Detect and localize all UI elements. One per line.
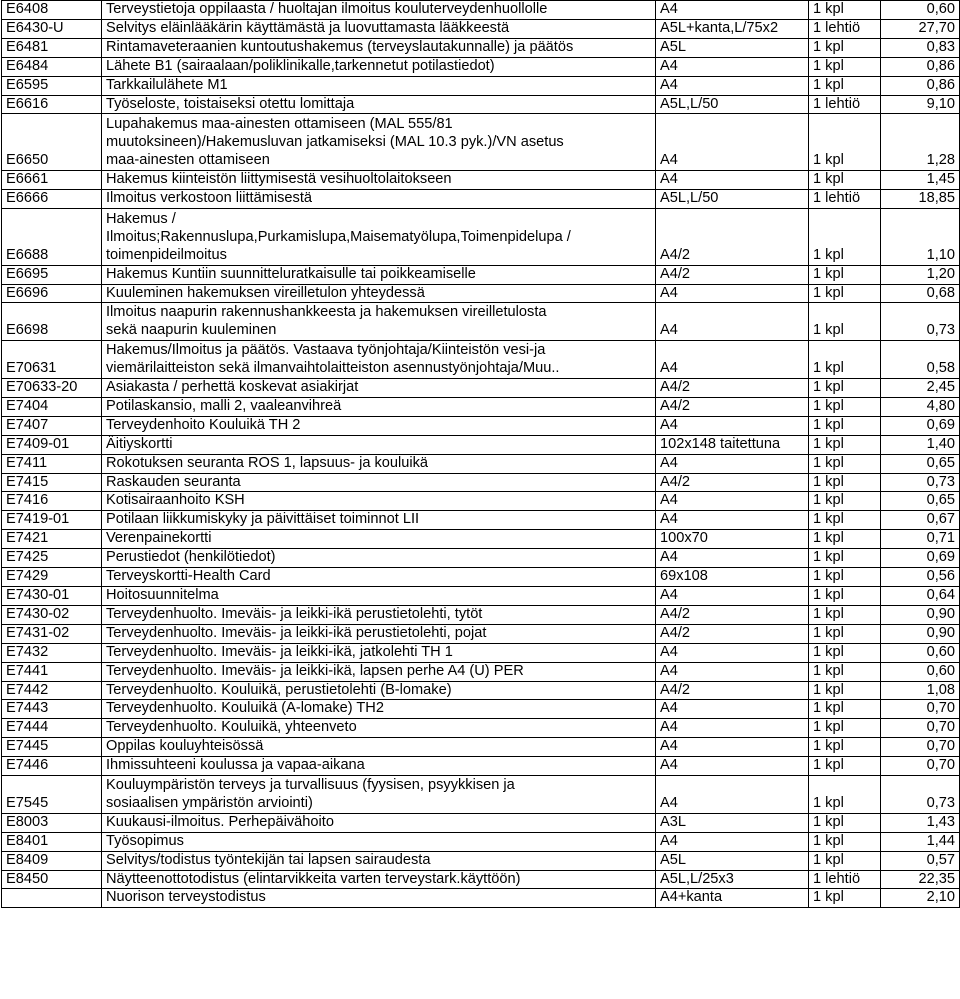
price-cell: 0,86 <box>881 76 960 95</box>
format-cell: A4 <box>656 171 809 190</box>
description-line: Lähete B1 (sairaalaan/poliklinikalle,tarkennetut potilastiedot) <box>106 57 495 74</box>
table-row <box>2 303 960 341</box>
description-cell <box>102 776 656 814</box>
unit-cell: 1 kpl <box>809 454 881 473</box>
format-cell: A5L,L/50 <box>656 190 809 209</box>
format-cell: A4 <box>656 492 809 511</box>
unit-cell: 1 kpl <box>809 643 881 662</box>
table-row <box>2 605 960 624</box>
table-row <box>2 757 960 776</box>
description-cell <box>102 643 656 662</box>
price-cell: 0,60 <box>881 1 960 20</box>
format-cell: A4 <box>656 511 809 530</box>
price-cell: 0,73 <box>881 303 960 341</box>
description-cell <box>102 700 656 719</box>
unit-cell: 1 lehtiö <box>809 95 881 114</box>
description-cell <box>102 1 656 20</box>
format-cell: A4 <box>656 57 809 76</box>
format-cell: A4/2 <box>656 379 809 398</box>
description-cell <box>102 379 656 398</box>
price-cell: 27,70 <box>881 19 960 38</box>
price-cell: 2,45 <box>881 379 960 398</box>
description-cell <box>102 284 656 303</box>
description-line: Terveyskortti-Health Card <box>106 568 271 585</box>
description-line: Kotisairaanhoito KSH <box>106 492 245 509</box>
price-cell: 0,83 <box>881 38 960 57</box>
description-cell <box>102 681 656 700</box>
product-code-cell: E6408 <box>2 1 102 20</box>
format-cell: A4 <box>656 757 809 776</box>
price-list-table <box>1 0 960 908</box>
unit-cell: 1 kpl <box>809 397 881 416</box>
description-line: Työsopimus <box>106 832 184 849</box>
description-cell <box>102 265 656 284</box>
product-code-cell: E7409-01 <box>2 435 102 454</box>
description-line: Selvitys/todistus työntekijän tai lapsen sairaudesta <box>106 851 431 868</box>
description-cell <box>102 851 656 870</box>
price-cell: 4,80 <box>881 397 960 416</box>
price-cell: 1,20 <box>881 265 960 284</box>
table-row <box>2 114 960 171</box>
price-cell: 0,86 <box>881 57 960 76</box>
product-code-cell: E7431-02 <box>2 624 102 643</box>
unit-cell: 1 kpl <box>809 681 881 700</box>
description-cell <box>102 530 656 549</box>
unit-cell: 1 kpl <box>809 719 881 738</box>
format-cell: A5L <box>656 851 809 870</box>
unit-cell: 1 kpl <box>809 114 881 171</box>
table-row <box>2 738 960 757</box>
table-row <box>2 719 960 738</box>
description-line: Hakemus Kuntiin suunnitteluratkaisulle tai poikkeamiselle <box>106 265 476 282</box>
product-code-cell: E70633-20 <box>2 379 102 398</box>
description-cell <box>102 813 656 832</box>
unit-cell: 1 kpl <box>809 832 881 851</box>
table-row <box>2 813 960 832</box>
price-cell: 1,45 <box>881 171 960 190</box>
table-row <box>2 624 960 643</box>
description-cell <box>102 190 656 209</box>
description-cell <box>102 757 656 776</box>
product-code-cell <box>2 889 102 908</box>
description-cell <box>102 832 656 851</box>
description-line: Hakemus kiinteistön liittymisestä vesihuoltolaitokseen <box>106 171 452 188</box>
description-cell <box>102 208 656 265</box>
unit-cell: 1 kpl <box>809 341 881 379</box>
format-cell: A4 <box>656 454 809 473</box>
unit-cell: 1 kpl <box>809 1 881 20</box>
description-line: Kuuleminen hakemuksen vireilletulon yhteydessä <box>106 284 425 301</box>
unit-cell: 1 kpl <box>809 662 881 681</box>
table-row <box>2 889 960 908</box>
unit-cell: 1 kpl <box>809 435 881 454</box>
description-line: Kuukausi-ilmoitus. Perhepäivähoito <box>106 813 334 830</box>
format-cell: A5L <box>656 38 809 57</box>
description-line: Hakemus/Ilmoitus ja päätös. Vastaava työnjohtaja/Kiinteistön vesi-ja <box>106 342 546 359</box>
description-line: Tarkkailulähete M1 <box>106 76 228 93</box>
unit-cell: 1 kpl <box>809 57 881 76</box>
product-code-cell: E7430-02 <box>2 605 102 624</box>
unit-cell: 1 kpl <box>809 284 881 303</box>
description-cell <box>102 435 656 454</box>
price-cell: 0,56 <box>881 568 960 587</box>
product-code-cell: E7404 <box>2 397 102 416</box>
description-cell <box>102 397 656 416</box>
price-cell: 0,58 <box>881 341 960 379</box>
format-cell: A4/2 <box>656 208 809 265</box>
description-cell <box>102 587 656 606</box>
product-code-cell: E7425 <box>2 549 102 568</box>
price-cell: 0,70 <box>881 719 960 738</box>
description-line: Terveydenhuolto. Imeväis- ja leikki-ikä perustietolehti, tytöt <box>106 605 483 622</box>
description-line: Selvitys eläinlääkärin käyttämästä ja luovuttamasta lääkkeestä <box>106 19 510 36</box>
description-cell <box>102 549 656 568</box>
product-code-cell: E8401 <box>2 832 102 851</box>
description-cell <box>102 624 656 643</box>
description-cell <box>102 341 656 379</box>
description-cell <box>102 171 656 190</box>
description-cell <box>102 114 656 171</box>
product-code-cell: E7446 <box>2 757 102 776</box>
product-code-cell: E6661 <box>2 171 102 190</box>
description-cell <box>102 38 656 57</box>
description-line: Potilaan liikkumiskyky ja päivittäiset toiminnot LII <box>106 511 420 528</box>
table-row <box>2 95 960 114</box>
table-row <box>2 832 960 851</box>
format-cell: A4 <box>656 416 809 435</box>
unit-cell: 1 kpl <box>809 549 881 568</box>
description-cell <box>102 605 656 624</box>
format-cell: A4 <box>656 1 809 20</box>
table-row <box>2 870 960 889</box>
product-code-cell: E6595 <box>2 76 102 95</box>
price-cell: 1,08 <box>881 681 960 700</box>
unit-cell: 1 kpl <box>809 473 881 492</box>
format-cell: A5L+kanta,L/75x2 <box>656 19 809 38</box>
format-cell: 69x108 <box>656 568 809 587</box>
unit-cell: 1 kpl <box>809 587 881 606</box>
unit-cell: 1 kpl <box>809 813 881 832</box>
format-cell: 100x70 <box>656 530 809 549</box>
product-code-cell: E7445 <box>2 738 102 757</box>
description-cell <box>102 95 656 114</box>
product-code-cell: E6484 <box>2 57 102 76</box>
price-cell: 22,35 <box>881 870 960 889</box>
table-row <box>2 1 960 20</box>
description-line: Lupahakemus maa-ainesten ottamiseen (MAL 555/81 <box>106 116 453 133</box>
product-code-cell: E7416 <box>2 492 102 511</box>
format-cell: A5L,L/50 <box>656 95 809 114</box>
price-cell: 1,28 <box>881 114 960 171</box>
unit-cell: 1 kpl <box>809 889 881 908</box>
product-code-cell: E6698 <box>2 303 102 341</box>
table-row <box>2 76 960 95</box>
table-row <box>2 776 960 814</box>
product-code-cell: E7429 <box>2 568 102 587</box>
description-line: Hakemus / <box>106 210 176 227</box>
description-cell <box>102 662 656 681</box>
format-cell: A4+kanta <box>656 889 809 908</box>
description-line: Hoitosuunnitelma <box>106 587 219 603</box>
product-code-cell: E8409 <box>2 851 102 870</box>
product-code-cell: E6696 <box>2 284 102 303</box>
unit-cell: 1 lehtiö <box>809 870 881 889</box>
price-cell: 0,90 <box>881 605 960 624</box>
description-cell <box>102 416 656 435</box>
product-code-cell: E7443 <box>2 700 102 719</box>
table-row <box>2 530 960 549</box>
description-cell <box>102 76 656 95</box>
product-code-cell: E8450 <box>2 870 102 889</box>
unit-cell: 1 kpl <box>809 738 881 757</box>
table-row <box>2 643 960 662</box>
description-line: Rintamaveteraanien kuntoutushakemus (terveyslautakunnalle) ja päätös <box>106 38 574 55</box>
price-cell: 1,40 <box>881 435 960 454</box>
table-row <box>2 38 960 57</box>
format-cell: A4/2 <box>656 397 809 416</box>
price-cell: 9,10 <box>881 95 960 114</box>
table-row <box>2 379 960 398</box>
product-code-cell: E7415 <box>2 473 102 492</box>
product-code-cell: E7442 <box>2 681 102 700</box>
unit-cell: 1 kpl <box>809 171 881 190</box>
description-line: Oppilas kouluyhteisössä <box>106 738 264 755</box>
price-cell: 0,73 <box>881 776 960 814</box>
table-row <box>2 19 960 38</box>
format-cell: A4/2 <box>656 624 809 643</box>
description-line: Terveydenhuolto. Kouluikä, yhteenveto <box>106 719 357 736</box>
price-list-body <box>2 1 960 908</box>
table-row <box>2 265 960 284</box>
description-line: Terveydenhuolto. Imeväis- ja leikki-ikä, jatkolehti TH 1 <box>106 643 453 660</box>
table-row <box>2 397 960 416</box>
description-line: Verenpainekortti <box>106 530 212 547</box>
product-code-cell: E7407 <box>2 416 102 435</box>
format-cell: A4 <box>656 114 809 171</box>
unit-cell: 1 kpl <box>809 511 881 530</box>
format-cell: A4 <box>656 587 809 606</box>
format-cell: A4 <box>656 700 809 719</box>
table-row <box>2 57 960 76</box>
format-cell: A4 <box>656 549 809 568</box>
description-cell <box>102 738 656 757</box>
description-line: Ilmoitus verkostoon liittämisestä <box>106 190 313 207</box>
description-cell <box>102 568 656 587</box>
format-cell: A4 <box>656 719 809 738</box>
description-line: Terveydenhoito Kouluikä TH 2 <box>106 416 301 433</box>
product-code-cell: E7441 <box>2 662 102 681</box>
price-cell: 1,10 <box>881 208 960 265</box>
format-cell: A4 <box>656 776 809 814</box>
unit-cell: 1 kpl <box>809 757 881 776</box>
price-cell: 18,85 <box>881 190 960 209</box>
price-cell: 0,60 <box>881 643 960 662</box>
price-cell: 0,69 <box>881 416 960 435</box>
format-cell: A4 <box>656 341 809 379</box>
price-cell: 0,60 <box>881 662 960 681</box>
description-cell <box>102 511 656 530</box>
product-code-cell: E6688 <box>2 208 102 265</box>
price-cell: 0,70 <box>881 738 960 757</box>
format-cell: A4/2 <box>656 473 809 492</box>
description-line: maa-ainesten ottamiseen <box>106 152 270 169</box>
description-cell <box>102 454 656 473</box>
price-cell: 1,44 <box>881 832 960 851</box>
description-line: Näytteenottotodistus (elintarvikkeita varten terveystark.käyttöön) <box>106 870 521 887</box>
description-line: Ilmoitus;Rakennuslupa,Purkamislupa,Maisematyölupa,Toimenpidelupa / <box>106 228 571 245</box>
unit-cell: 1 kpl <box>809 265 881 284</box>
description-line: toimenpideilmoitus <box>106 246 227 263</box>
table-row <box>2 208 960 265</box>
unit-cell: 1 kpl <box>809 208 881 265</box>
description-cell <box>102 719 656 738</box>
unit-cell: 1 kpl <box>809 303 881 341</box>
product-code-cell: E8003 <box>2 813 102 832</box>
format-cell: A4 <box>656 284 809 303</box>
price-cell: 0,65 <box>881 492 960 511</box>
table-row <box>2 473 960 492</box>
table-row <box>2 284 960 303</box>
description-line: Perustiedot (henkilötiedot) <box>106 549 276 566</box>
description-line: Raskauden seuranta <box>106 473 241 490</box>
description-line: viemärilaitteiston sekä ilmanvaihtolaitteiston asennustyönjohtaja/Muu.. <box>106 360 560 377</box>
description-line: Terveydenhuolto. Imeväis- ja leikki-ikä perustietolehti, pojat <box>106 624 487 641</box>
price-cell: 0,71 <box>881 530 960 549</box>
product-code-cell: E7545 <box>2 776 102 814</box>
format-cell: 102x148 taitettuna <box>656 435 809 454</box>
format-cell: A4 <box>656 643 809 662</box>
description-line: Nuorison terveystodistus <box>106 889 266 906</box>
description-cell <box>102 889 656 908</box>
unit-cell: 1 kpl <box>809 530 881 549</box>
table-row <box>2 681 960 700</box>
description-line: Ilmoitus naapurin rakennushankkeesta ja hakemuksen vireilletulosta <box>106 304 547 321</box>
description-cell <box>102 870 656 889</box>
price-cell: 0,67 <box>881 511 960 530</box>
product-code-cell: E7411 <box>2 454 102 473</box>
format-cell: A4/2 <box>656 265 809 284</box>
description-line: Terveydenhuolto. Kouluikä, perustietolehti (B-lomake) <box>106 681 452 698</box>
description-line: sosiaalisen ympäristön arviointi) <box>106 794 313 811</box>
product-code-cell: E7444 <box>2 719 102 738</box>
price-cell: 0,70 <box>881 757 960 776</box>
price-cell: 2,10 <box>881 889 960 908</box>
table-row <box>2 190 960 209</box>
format-cell: A5L,L/25x3 <box>656 870 809 889</box>
description-line: Äitiyskortti <box>106 435 173 452</box>
format-cell: A4 <box>656 303 809 341</box>
description-line: Terveydenhuolto. Imeväis- ja leikki-ikä, lapsen perhe A4 (U) PER <box>106 662 524 679</box>
product-code-cell: E70631 <box>2 341 102 379</box>
description-cell <box>102 57 656 76</box>
table-row <box>2 492 960 511</box>
format-cell: A4/2 <box>656 681 809 700</box>
description-line: Potilaskansio, malli 2, vaaleanvihreä <box>106 397 342 414</box>
format-cell: A4 <box>656 832 809 851</box>
unit-cell: 1 kpl <box>809 379 881 398</box>
description-cell <box>102 303 656 341</box>
price-cell: 0,64 <box>881 587 960 606</box>
price-cell: 0,68 <box>881 284 960 303</box>
product-code-cell: E7421 <box>2 530 102 549</box>
description-line: muutoksineen)/Hakemusluvan jatkamiseksi (MAL 10.3 pyk.)/VN asetus <box>106 134 564 151</box>
price-cell: 0,73 <box>881 473 960 492</box>
unit-cell: 1 kpl <box>809 700 881 719</box>
product-code-cell: E6695 <box>2 265 102 284</box>
format-cell: A4 <box>656 738 809 757</box>
table-row <box>2 416 960 435</box>
table-row <box>2 341 960 379</box>
product-code-cell: E7432 <box>2 643 102 662</box>
table-row <box>2 511 960 530</box>
table-row <box>2 587 960 606</box>
product-code-cell: E7430-01 <box>2 587 102 606</box>
product-code-cell: E6650 <box>2 114 102 171</box>
unit-cell: 1 kpl <box>809 492 881 511</box>
unit-cell: 1 lehtiö <box>809 190 881 209</box>
unit-cell: 1 kpl <box>809 38 881 57</box>
unit-cell: 1 lehtiö <box>809 19 881 38</box>
format-cell: A4 <box>656 662 809 681</box>
table-row <box>2 549 960 568</box>
description-line: Ihmissuhteeni koulussa ja vapaa-aikana <box>106 757 365 774</box>
unit-cell: 1 kpl <box>809 605 881 624</box>
description-line: Terveystietoja oppilaasta / huoltajan ilmoitus kouluterveydenhuollolle <box>106 1 548 17</box>
description-cell <box>102 19 656 38</box>
description-line: Asiakasta / perhettä koskevat asiakirjat <box>106 379 359 396</box>
table-row <box>2 700 960 719</box>
price-cell: 1,43 <box>881 813 960 832</box>
price-cell: 0,69 <box>881 549 960 568</box>
format-cell: A4/2 <box>656 605 809 624</box>
description-cell <box>102 473 656 492</box>
description-line: Työseloste, toistaiseksi otettu lomittaja <box>106 95 355 112</box>
table-row <box>2 171 960 190</box>
price-cell: 0,65 <box>881 454 960 473</box>
unit-cell: 1 kpl <box>809 776 881 814</box>
unit-cell: 1 kpl <box>809 624 881 643</box>
description-cell <box>102 492 656 511</box>
unit-cell: 1 kpl <box>809 851 881 870</box>
product-code-cell: E6481 <box>2 38 102 57</box>
product-code-cell: E6430-U <box>2 19 102 38</box>
table-row <box>2 568 960 587</box>
table-row <box>2 435 960 454</box>
product-code-cell: E6616 <box>2 95 102 114</box>
description-line: Terveydenhuolto. Kouluikä (A-lomake) TH2 <box>106 700 384 717</box>
table-row <box>2 662 960 681</box>
unit-cell: 1 kpl <box>809 416 881 435</box>
unit-cell: 1 kpl <box>809 76 881 95</box>
product-code-cell: E7419-01 <box>2 511 102 530</box>
price-cell: 0,57 <box>881 851 960 870</box>
table-row <box>2 454 960 473</box>
description-line: Kouluympäristön terveys ja turvallisuus (fyysisen, psyykkisen ja <box>106 777 515 794</box>
product-code-cell: E6666 <box>2 190 102 209</box>
price-cell: 0,70 <box>881 700 960 719</box>
price-cell: 0,90 <box>881 624 960 643</box>
format-cell: A4 <box>656 76 809 95</box>
format-cell: A3L <box>656 813 809 832</box>
description-line: Rokotuksen seuranta ROS 1, lapsuus- ja kouluikä <box>106 454 429 471</box>
description-line: sekä naapurin kuuleminen <box>106 322 277 339</box>
table-row <box>2 851 960 870</box>
unit-cell: 1 kpl <box>809 568 881 587</box>
